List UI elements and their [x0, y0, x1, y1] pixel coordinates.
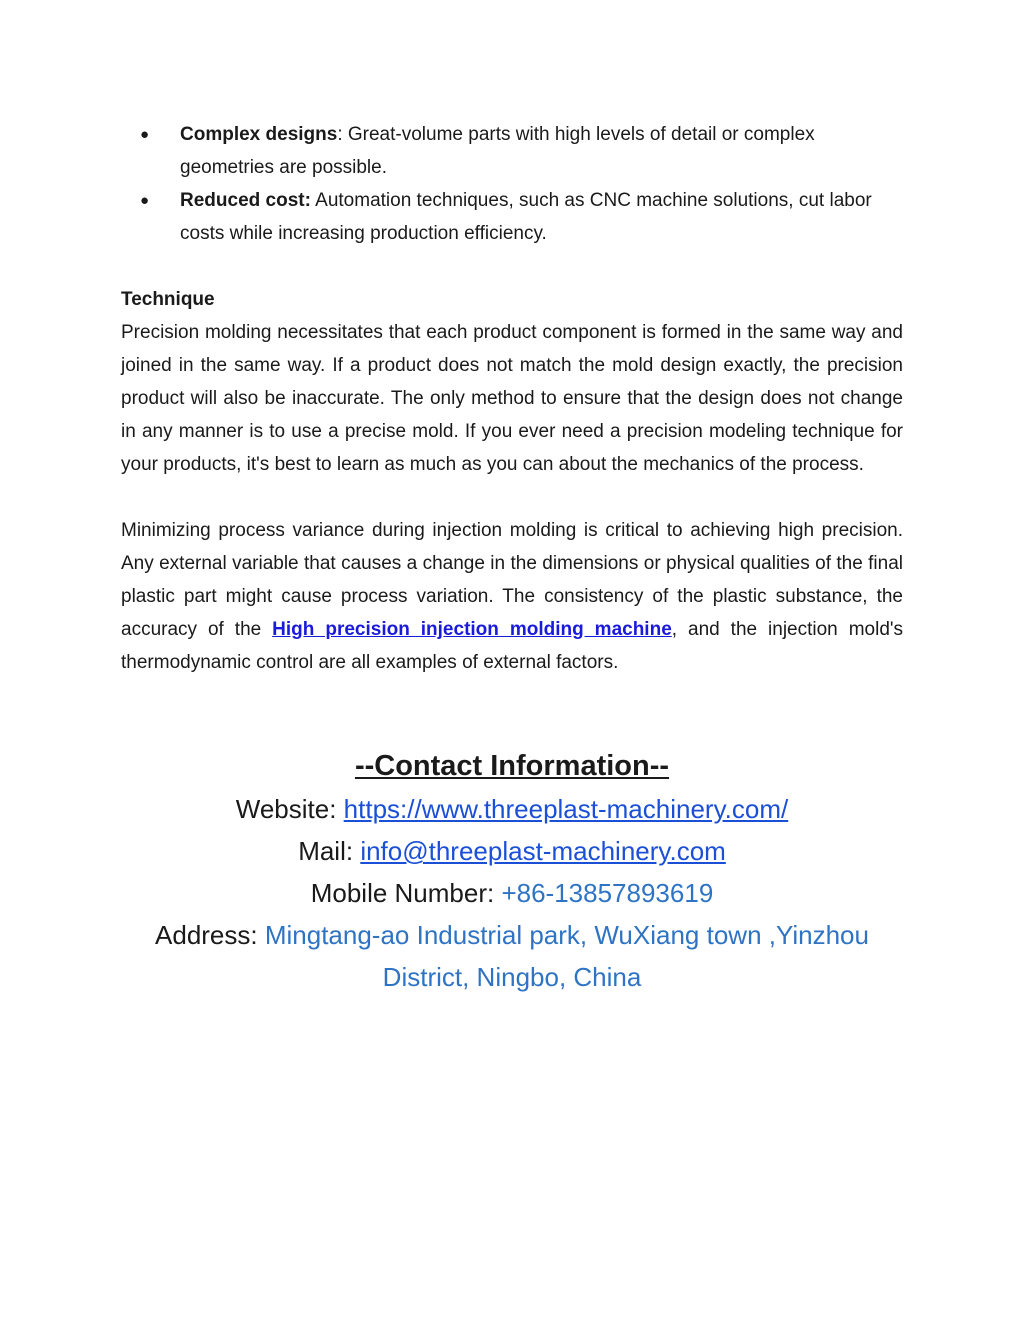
variance-text-after: , and the injection mold's thermodynamic control are all examples of external factors.: [121, 619, 904, 673]
list-item-term: Complex designs: [180, 124, 338, 145]
address-value: Mingtang-ao Industrial park, WuXiang town ,Yinzhou District, Ningbo, China: [264, 920, 869, 992]
mobile-label: Mobile Number:: [310, 878, 502, 908]
injection-machine-link[interactable]: High precision injection molding machine: [272, 619, 672, 640]
mail-link[interactable]: info@threeplast-machinery.com: [360, 836, 726, 866]
mail-line: [0, 830, 1024, 872]
list-item-text: : Great-volume parts with high levels of detail or complex geometries are possible.: [180, 124, 815, 178]
mail-label: Mail:: [298, 836, 361, 866]
mobile-line: [0, 872, 1024, 914]
list-item-text: Automation techniques, such as CNC machine solutions, cut labor costs while increasing production efficiency.: [180, 190, 872, 244]
document-body: [121, 118, 903, 679]
technique-paragraph: Precision molding necessitates that each product component is formed in the same way and joined in the same way. If a product does not match the mold design exactly, the precision product will also be inaccurate. The only method to ensure that the design does not change in any manner is to use a precise mold. If you ever need a precision modeling technique for your products, it's best to learn as much as you can about the mechanics of the process.: [121, 322, 903, 475]
bullet-icon: ●: [140, 192, 150, 209]
contact-section: [0, 744, 1024, 998]
website-label: Website:: [235, 794, 344, 824]
variance-text-before: Minimizing process variance during injection molding is critical to achieving high precision. Any external variable that causes a change in the dimensions or physical qualities of the final plastic part might cause process variation. The consistency of the plastic substance, the accuracy of the: [121, 520, 903, 640]
website-line: [0, 788, 1024, 830]
variance-paragraph: [121, 514, 903, 679]
mobile-number: +86-13857893619: [501, 878, 714, 908]
technique-heading: Technique: [121, 289, 215, 310]
list-item: [121, 184, 903, 250]
address-line: [112, 914, 912, 998]
feature-list: [121, 118, 903, 250]
list-item: [121, 118, 903, 184]
list-item-term: Reduced cost:: [180, 190, 311, 211]
bullet-icon: ●: [140, 126, 150, 143]
address-label: Address:: [155, 920, 265, 950]
website-link[interactable]: https://www.threeplast-machinery.com/: [343, 794, 789, 824]
contact-heading: --Contact Information--: [354, 750, 670, 782]
